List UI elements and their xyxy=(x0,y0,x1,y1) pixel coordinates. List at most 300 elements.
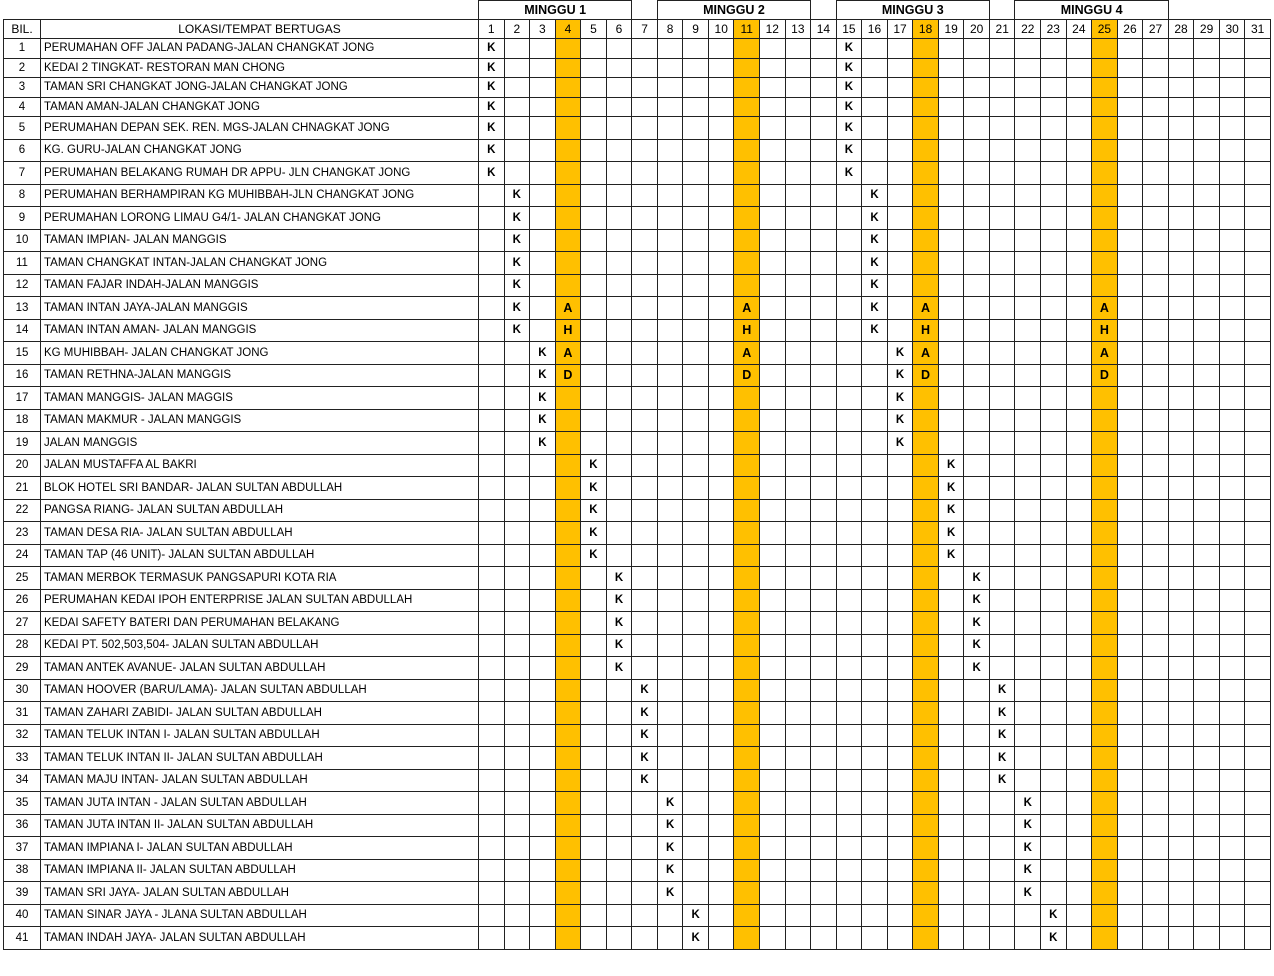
day-cell xyxy=(1041,769,1067,792)
day-cell xyxy=(1219,882,1245,905)
day-cell xyxy=(887,162,913,185)
day-cell xyxy=(1041,97,1067,117)
day-cell xyxy=(862,477,888,500)
week-header: MINGGU 3 xyxy=(836,1,989,20)
duty-mark-cell: K xyxy=(581,522,607,545)
day-cell xyxy=(606,229,632,252)
week-header-row xyxy=(4,1,1271,20)
day-cell xyxy=(504,78,530,98)
day-cell xyxy=(836,229,862,252)
day-cell xyxy=(479,724,505,747)
location-cell: TAMAN RETHNA-JALAN MANGGIS xyxy=(41,364,479,387)
day-cell xyxy=(938,792,964,815)
day-cell xyxy=(1066,522,1092,545)
day-cell xyxy=(606,904,632,927)
header-spacer xyxy=(4,1,479,20)
day-cell xyxy=(479,184,505,207)
day-cell xyxy=(657,769,683,792)
duty-mark-cell: K xyxy=(632,724,658,747)
table-row xyxy=(4,792,1271,815)
duty-mark-cell: K xyxy=(862,319,888,342)
day-cell xyxy=(581,747,607,770)
day-cell xyxy=(606,837,632,860)
day-cell xyxy=(1015,679,1041,702)
day-cell xyxy=(504,904,530,927)
day-cell xyxy=(1015,657,1041,680)
row-number: 21 xyxy=(4,477,41,500)
day-cell xyxy=(708,207,734,230)
day-cell xyxy=(862,792,888,815)
day-cell xyxy=(1117,702,1143,725)
location-cell: TAMAN INDAH JAYA- JALAN SULTAN ABDULLAH xyxy=(41,927,479,950)
week-gap xyxy=(1168,1,1194,20)
row-number: 24 xyxy=(4,544,41,567)
day-header: 9 xyxy=(683,20,709,39)
day-cell xyxy=(938,432,964,455)
location-cell: TAMAN MERBOK TERMASUK PANGSAPURI KOTA RIA xyxy=(41,567,479,590)
day-cell xyxy=(657,364,683,387)
day-cell xyxy=(683,769,709,792)
day-cell xyxy=(1168,522,1194,545)
day-cell xyxy=(862,387,888,410)
day-cell xyxy=(1168,162,1194,185)
sunday-cell xyxy=(734,499,760,522)
day-cell xyxy=(606,78,632,98)
day-cell xyxy=(530,814,556,837)
day-cell xyxy=(530,612,556,635)
day-cell xyxy=(479,319,505,342)
day-cell xyxy=(1066,409,1092,432)
day-cell xyxy=(938,207,964,230)
day-cell xyxy=(1143,589,1169,612)
day-cell xyxy=(504,39,530,59)
duty-mark-cell: K xyxy=(989,724,1015,747)
day-cell xyxy=(1143,837,1169,860)
day-cell xyxy=(938,724,964,747)
day-cell xyxy=(683,679,709,702)
sunday-cell xyxy=(555,139,581,162)
day-cell xyxy=(989,319,1015,342)
location-cell: TAMAN SRI CHANGKAT JONG-JALAN CHANGKAT JONG xyxy=(41,78,479,98)
day-cell xyxy=(1015,522,1041,545)
day-header: 27 xyxy=(1143,20,1169,39)
location-cell: TAMAN INTAN AMAN- JALAN MANGGIS xyxy=(41,319,479,342)
day-cell xyxy=(989,522,1015,545)
day-cell xyxy=(1143,499,1169,522)
day-cell xyxy=(989,78,1015,98)
day-cell xyxy=(862,454,888,477)
duty-mark-cell: K xyxy=(1015,814,1041,837)
day-cell xyxy=(1041,319,1067,342)
day-cell xyxy=(683,567,709,590)
day-cell xyxy=(606,274,632,297)
duty-mark-cell: K xyxy=(479,139,505,162)
day-cell xyxy=(760,612,786,635)
day-cell xyxy=(964,904,990,927)
day-cell xyxy=(964,792,990,815)
day-cell xyxy=(1168,432,1194,455)
day-cell xyxy=(938,274,964,297)
day-cell xyxy=(811,117,837,140)
table-row xyxy=(4,184,1271,207)
day-cell xyxy=(811,567,837,590)
row-number: 18 xyxy=(4,409,41,432)
day-cell xyxy=(479,274,505,297)
sunday-cell xyxy=(555,252,581,275)
sunday-cell: D xyxy=(913,364,939,387)
day-cell xyxy=(1143,792,1169,815)
day-cell xyxy=(1194,567,1220,590)
day-cell xyxy=(683,657,709,680)
sunday-cell xyxy=(913,634,939,657)
sunday-cell xyxy=(555,927,581,950)
day-cell xyxy=(1143,432,1169,455)
day-cell xyxy=(530,792,556,815)
day-cell xyxy=(708,78,734,98)
day-cell xyxy=(1117,724,1143,747)
day-cell xyxy=(887,814,913,837)
day-cell xyxy=(887,207,913,230)
day-cell xyxy=(760,58,786,78)
day-cell xyxy=(836,409,862,432)
sunday-cell xyxy=(1092,567,1118,590)
day-cell xyxy=(964,319,990,342)
day-cell xyxy=(811,97,837,117)
day-cell xyxy=(811,792,837,815)
day-cell xyxy=(504,97,530,117)
day-cell xyxy=(887,927,913,950)
day-cell xyxy=(964,432,990,455)
day-cell xyxy=(530,477,556,500)
day-cell xyxy=(887,297,913,320)
day-header: 26 xyxy=(1117,20,1143,39)
table-row xyxy=(4,657,1271,680)
day-cell xyxy=(785,387,811,410)
day-cell xyxy=(1015,927,1041,950)
day-cell xyxy=(1219,364,1245,387)
day-header: 5 xyxy=(581,20,607,39)
duty-mark-cell: K xyxy=(606,634,632,657)
day-cell xyxy=(657,904,683,927)
day-cell xyxy=(862,589,888,612)
day-cell xyxy=(938,342,964,365)
table-row xyxy=(4,364,1271,387)
day-cell xyxy=(1041,882,1067,905)
day-cell xyxy=(479,589,505,612)
sunday-cell xyxy=(1092,589,1118,612)
sunday-cell xyxy=(734,634,760,657)
day-cell xyxy=(606,927,632,950)
duty-mark-cell: K xyxy=(632,702,658,725)
day-cell xyxy=(479,229,505,252)
day-cell xyxy=(1194,837,1220,860)
day-cell xyxy=(989,229,1015,252)
day-cell xyxy=(862,432,888,455)
day-cell xyxy=(1066,657,1092,680)
day-cell xyxy=(1168,657,1194,680)
day-cell xyxy=(1219,139,1245,162)
duty-mark-cell: K xyxy=(530,342,556,365)
location-cell: TAMAN ANTEK AVANUE- JALAN SULTAN ABDULLAH xyxy=(41,657,479,680)
day-cell xyxy=(862,342,888,365)
day-cell xyxy=(1245,679,1271,702)
day-cell xyxy=(1194,792,1220,815)
location-cell: KEDAI SAFETY BATERI DAN PERUMAHAN BELAKANG xyxy=(41,612,479,635)
day-cell xyxy=(1245,477,1271,500)
day-cell xyxy=(1219,319,1245,342)
day-cell xyxy=(1015,567,1041,590)
location-cell: PERUMAHAN LORONG LIMAU G4/1- JALAN CHANGKAT JONG xyxy=(41,207,479,230)
day-cell xyxy=(1015,724,1041,747)
day-cell xyxy=(530,769,556,792)
day-cell xyxy=(530,882,556,905)
day-cell xyxy=(479,207,505,230)
day-cell xyxy=(862,58,888,78)
week-gap xyxy=(1194,1,1220,20)
day-cell xyxy=(811,927,837,950)
day-cell xyxy=(581,342,607,365)
day-cell xyxy=(1168,567,1194,590)
sunday-cell xyxy=(555,454,581,477)
sunday-cell xyxy=(734,454,760,477)
day-cell xyxy=(1143,477,1169,500)
day-cell xyxy=(504,567,530,590)
sunday-cell xyxy=(1092,162,1118,185)
day-cell xyxy=(1066,252,1092,275)
day-cell xyxy=(606,882,632,905)
day-cell xyxy=(632,97,658,117)
duty-mark-cell: K xyxy=(938,544,964,567)
day-cell xyxy=(938,297,964,320)
day-cell xyxy=(1066,477,1092,500)
duty-mark-cell: K xyxy=(836,117,862,140)
sunday-cell xyxy=(555,792,581,815)
duty-mark-cell: K xyxy=(479,97,505,117)
day-cell xyxy=(504,612,530,635)
day-cell xyxy=(938,117,964,140)
day-cell xyxy=(581,567,607,590)
day-cell xyxy=(785,927,811,950)
sunday-cell xyxy=(913,97,939,117)
table-row xyxy=(4,544,1271,567)
location-cell: PERUMAHAN OFF JALAN PADANG-JALAN CHANGKAT JONG xyxy=(41,39,479,59)
day-cell xyxy=(938,657,964,680)
sunday-cell xyxy=(913,454,939,477)
day-cell xyxy=(606,409,632,432)
day-cell xyxy=(708,747,734,770)
sunday-cell xyxy=(1092,139,1118,162)
week-gap xyxy=(811,1,837,20)
table-row xyxy=(4,634,1271,657)
day-cell xyxy=(938,634,964,657)
day-cell xyxy=(1219,589,1245,612)
day-cell xyxy=(1015,229,1041,252)
day-cell xyxy=(1245,882,1271,905)
day-cell xyxy=(708,454,734,477)
day-cell xyxy=(632,522,658,545)
day-cell xyxy=(785,837,811,860)
week-gap xyxy=(989,1,1015,20)
day-cell xyxy=(1168,78,1194,98)
sunday-cell: H xyxy=(1092,319,1118,342)
duty-mark-cell: K xyxy=(657,859,683,882)
day-cell xyxy=(989,567,1015,590)
day-cell xyxy=(1015,702,1041,725)
day-header: 7 xyxy=(632,20,658,39)
day-cell xyxy=(760,117,786,140)
day-cell xyxy=(1066,432,1092,455)
day-cell xyxy=(1041,229,1067,252)
duty-mark-cell: K xyxy=(606,657,632,680)
day-cell xyxy=(1117,117,1143,140)
day-cell xyxy=(632,859,658,882)
day-cell xyxy=(683,387,709,410)
day-cell xyxy=(708,297,734,320)
day-cell xyxy=(1194,859,1220,882)
sunday-cell xyxy=(734,814,760,837)
day-cell xyxy=(811,544,837,567)
day-cell xyxy=(1245,139,1271,162)
day-cell xyxy=(862,612,888,635)
day-cell xyxy=(1015,97,1041,117)
row-number: 28 xyxy=(4,634,41,657)
day-header: 31 xyxy=(1245,20,1271,39)
day-cell xyxy=(1245,39,1271,59)
day-cell xyxy=(1219,679,1245,702)
day-cell xyxy=(683,342,709,365)
day-cell xyxy=(657,252,683,275)
day-cell xyxy=(708,567,734,590)
day-cell xyxy=(1015,78,1041,98)
day-cell xyxy=(1041,342,1067,365)
day-cell xyxy=(1143,409,1169,432)
sunday-cell xyxy=(555,612,581,635)
duty-mark-cell: K xyxy=(836,162,862,185)
sunday-cell xyxy=(913,229,939,252)
day-cell xyxy=(657,229,683,252)
day-cell xyxy=(836,567,862,590)
day-cell xyxy=(1194,207,1220,230)
day-cell xyxy=(581,702,607,725)
location-cell: TAMAN SINAR JAYA - JLANA SULTAN ABDULLAH xyxy=(41,904,479,927)
day-cell xyxy=(1168,747,1194,770)
day-cell xyxy=(708,634,734,657)
day-cell xyxy=(1117,769,1143,792)
day-cell xyxy=(862,814,888,837)
sunday-cell xyxy=(734,252,760,275)
day-cell xyxy=(1219,522,1245,545)
day-cell xyxy=(1245,78,1271,98)
day-cell xyxy=(811,139,837,162)
day-cell xyxy=(1245,702,1271,725)
row-number: 6 xyxy=(4,139,41,162)
day-cell xyxy=(632,58,658,78)
day-cell xyxy=(1194,589,1220,612)
day-cell xyxy=(504,769,530,792)
day-cell xyxy=(1219,724,1245,747)
sunday-cell xyxy=(913,927,939,950)
sunday-cell xyxy=(555,747,581,770)
sunday-cell xyxy=(913,522,939,545)
day-cell xyxy=(964,162,990,185)
day-cell xyxy=(1041,432,1067,455)
day-cell xyxy=(964,454,990,477)
duty-mark-cell: K xyxy=(964,634,990,657)
sunday-cell xyxy=(555,702,581,725)
day-cell xyxy=(1219,207,1245,230)
day-cell xyxy=(1143,769,1169,792)
day-cell xyxy=(708,499,734,522)
day-cell xyxy=(657,747,683,770)
day-cell xyxy=(1066,904,1092,927)
duty-mark-cell: K xyxy=(938,477,964,500)
day-cell xyxy=(1219,387,1245,410)
day-cell xyxy=(632,792,658,815)
day-cell xyxy=(657,567,683,590)
day-cell xyxy=(836,927,862,950)
day-cell xyxy=(1066,184,1092,207)
day-cell xyxy=(887,859,913,882)
day-cell xyxy=(504,702,530,725)
day-cell xyxy=(708,229,734,252)
day-cell xyxy=(964,252,990,275)
day-cell xyxy=(887,229,913,252)
row-number: 11 xyxy=(4,252,41,275)
day-cell xyxy=(657,342,683,365)
day-cell xyxy=(606,499,632,522)
sunday-cell xyxy=(913,702,939,725)
day-cell xyxy=(504,387,530,410)
day-cell xyxy=(530,679,556,702)
day-cell xyxy=(1117,634,1143,657)
day-cell xyxy=(657,657,683,680)
day-cell xyxy=(683,747,709,770)
day-cell xyxy=(811,882,837,905)
day-cell xyxy=(989,612,1015,635)
day-cell xyxy=(1041,612,1067,635)
day-cell xyxy=(1143,927,1169,950)
day-cell xyxy=(862,859,888,882)
day-cell xyxy=(708,274,734,297)
duty-mark-cell: K xyxy=(657,882,683,905)
day-cell xyxy=(811,207,837,230)
day-cell xyxy=(1117,432,1143,455)
day-cell xyxy=(811,184,837,207)
day-cell xyxy=(760,477,786,500)
location-cell: PERUMAHAN BELAKANG RUMAH DR APPU- JLN CHANGKAT JONG xyxy=(41,162,479,185)
day-cell xyxy=(504,409,530,432)
day-cell xyxy=(811,589,837,612)
day-cell xyxy=(938,747,964,770)
duty-mark-cell: K xyxy=(964,612,990,635)
sunday-cell xyxy=(555,859,581,882)
day-cell xyxy=(811,78,837,98)
day-cell xyxy=(1194,184,1220,207)
day-cell xyxy=(938,162,964,185)
day-cell xyxy=(760,184,786,207)
day-cell xyxy=(1219,657,1245,680)
day-cell xyxy=(887,477,913,500)
day-cell xyxy=(1168,904,1194,927)
day-cell xyxy=(1066,97,1092,117)
day-cell xyxy=(581,792,607,815)
table-row xyxy=(4,274,1271,297)
sunday-cell xyxy=(913,387,939,410)
day-cell xyxy=(964,78,990,98)
day-cell xyxy=(606,724,632,747)
day-cell xyxy=(1066,612,1092,635)
day-cell xyxy=(836,477,862,500)
